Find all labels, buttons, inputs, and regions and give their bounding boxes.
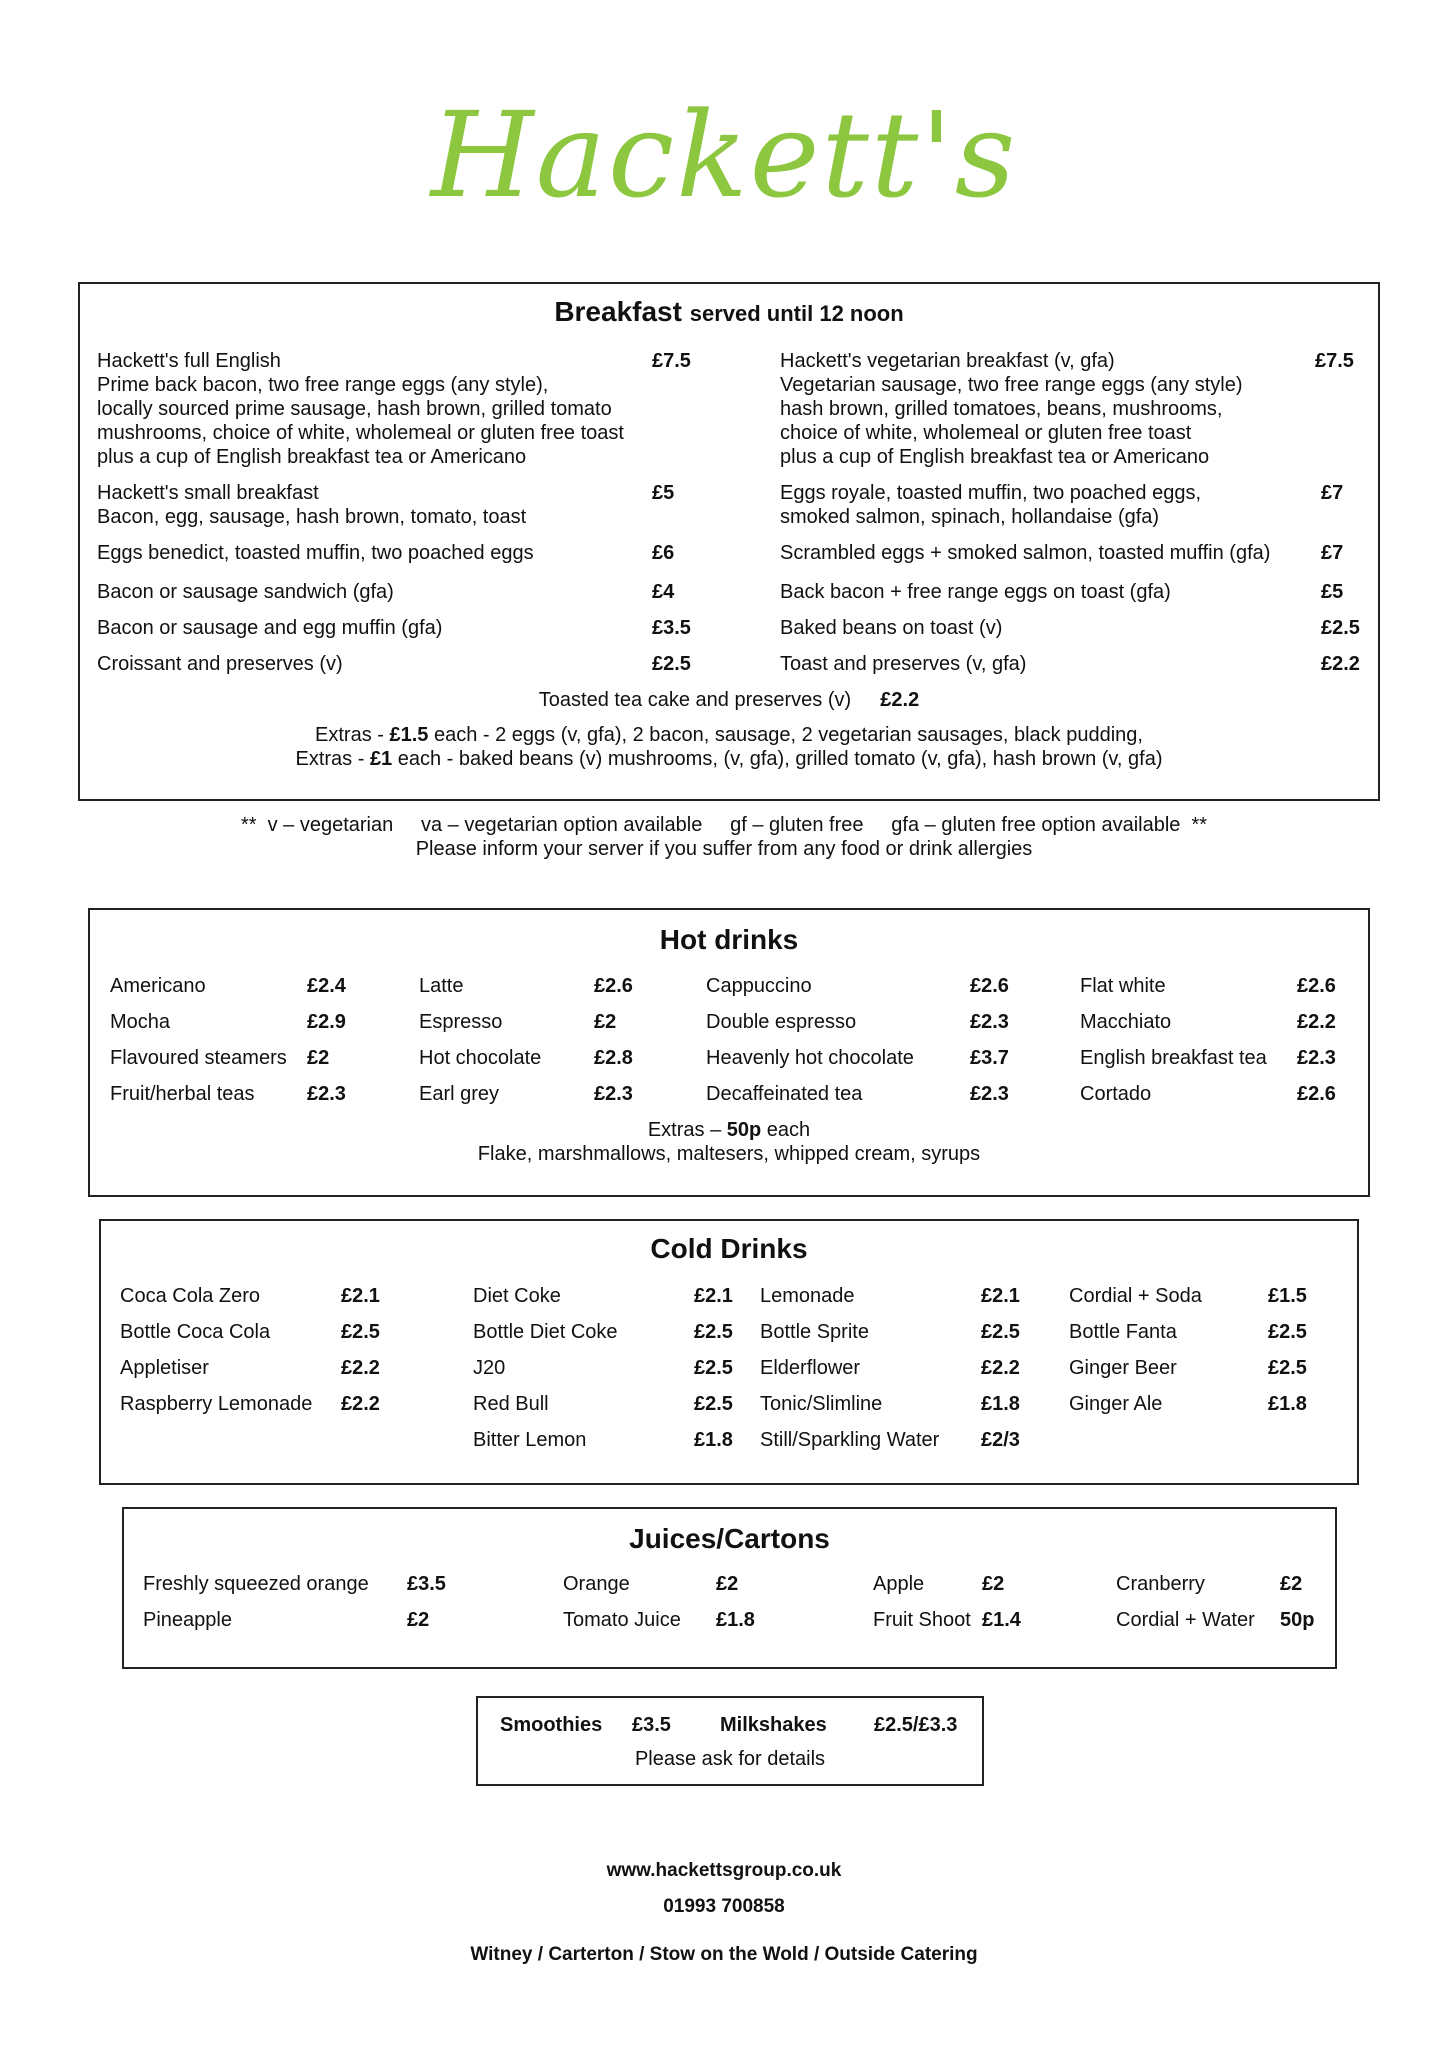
allergy-note: Please inform your server if you suffer from any food or drink allergies (415, 838, 1033, 860)
menu-item-description: Bacon, egg, sausage, hash brown, tomato, toast (97, 506, 527, 528)
drink-price: £2.3 (970, 1083, 1009, 1105)
drink-price: £2.4 (307, 975, 346, 997)
phone-number: 01993 700858 (663, 1896, 785, 1917)
drink-name: Flat white (1080, 975, 1166, 997)
drink-price: £2 (716, 1573, 739, 1595)
drink-name: Raspberry Lemonade (120, 1393, 313, 1415)
drink-price: £1.5 (1268, 1285, 1307, 1307)
drink-price: £2.2 (1297, 1011, 1336, 1033)
drink-name: Espresso (419, 1011, 503, 1033)
drink-price: £2/3 (981, 1429, 1020, 1451)
drink-price: £2.2 (981, 1357, 1020, 1379)
extras-text: each - baked beans (v) mushrooms, (v, gfa), grilled tomato (v, gfa), hash brown (v, gfa) (392, 748, 1163, 770)
drink-name: Decaffeinated tea (706, 1083, 863, 1105)
drink-price: £2.5 (981, 1321, 1020, 1343)
extras-price: 50p (726, 1119, 762, 1141)
drink-price: £1.4 (982, 1609, 1021, 1631)
menu-item-price: £2.5 (1321, 617, 1360, 639)
menu-item-price: £7.5 (652, 350, 691, 372)
menu-item-description: choice of white, wholemeal or gluten free toast (780, 422, 1192, 444)
drink-name: Red Bull (473, 1393, 549, 1415)
hot-drinks-title: Hot drinks (659, 924, 799, 955)
drink-name: Coca Cola Zero (120, 1285, 261, 1307)
breakfast-heading: Breakfast (554, 296, 682, 327)
milkshakes-price: £2.5/£3.3 (874, 1714, 958, 1736)
menu-item-description: smoked salmon, spinach, hollandaise (gfa) (780, 506, 1160, 528)
drink-name: Cappuccino (706, 975, 812, 997)
extras-label: Extras - (315, 724, 390, 746)
drink-price: £3.7 (970, 1047, 1009, 1069)
drink-price: £2 (1280, 1573, 1303, 1595)
drink-price: £2.1 (341, 1285, 380, 1307)
drink-name: Bottle Diet Coke (473, 1321, 618, 1343)
extras-text: each - 2 eggs (v, gfa), 2 bacon, sausage, 2 vegetarian sausages, black pudding, (428, 724, 1143, 746)
milkshakes-label: Milkshakes (720, 1714, 827, 1736)
menu-item-description: plus a cup of English breakfast tea or Americano (780, 446, 1210, 468)
drink-name: Fruit/herbal teas (110, 1083, 255, 1105)
menu-item-price: £2.5 (652, 653, 691, 675)
drink-name: Tonic/Slimline (760, 1393, 883, 1415)
dietary-key: ** v – vegetarian va – vegetarian option available gf – gluten free gfa – gluten free option available ** (240, 814, 1208, 836)
drink-name: Cortado (1080, 1083, 1152, 1105)
menu-item-name: Bacon or sausage sandwich (gfa) (97, 581, 394, 603)
drink-price: £2.3 (970, 1011, 1009, 1033)
drink-name: Still/Sparkling Water (760, 1429, 940, 1451)
drink-name: Pineapple (143, 1609, 232, 1631)
menu-item-price: £6 (652, 542, 675, 564)
drink-price: £2.5 (694, 1321, 733, 1343)
cold-drinks-section (99, 1219, 1359, 1485)
extras-price: £1.5 (389, 724, 429, 746)
drink-name: Flavoured steamers (110, 1047, 287, 1069)
drink-price: £1.8 (1268, 1393, 1307, 1415)
menu-item-name: Baked beans on toast (v) (780, 617, 1003, 639)
smoothies-label: Smoothies (500, 1714, 603, 1736)
drink-price: £2.6 (1297, 1083, 1336, 1105)
drink-price: £3.5 (407, 1573, 446, 1595)
drink-price: £2 (982, 1573, 1005, 1595)
extras-label: Extras - (295, 748, 370, 770)
website-link[interactable]: www.hackettsgroup.co.uk (606, 1860, 842, 1881)
smoothies-price: £3.5 (632, 1714, 671, 1736)
menu-item-name: Hackett's full English (97, 350, 281, 372)
menu-item-price: £2.2 (880, 689, 920, 711)
drink-name: Macchiato (1080, 1011, 1172, 1033)
extras-suffix: each (761, 1119, 811, 1141)
drink-price: £2.6 (594, 975, 633, 997)
menu-item-name: Hackett's vegetarian breakfast (v, gfa) (780, 350, 1115, 372)
drink-name: Cordial + Soda (1069, 1285, 1202, 1307)
drink-price: £2.6 (970, 975, 1009, 997)
menu-item-description: hash brown, grilled tomatoes, beans, mushrooms, (780, 398, 1223, 420)
juices-title: Juices/Cartons (629, 1523, 830, 1554)
drink-name: Elderflower (760, 1357, 861, 1379)
drink-name: Orange (563, 1573, 630, 1595)
drink-name: Cranberry (1116, 1573, 1205, 1595)
drink-price: £1.8 (694, 1429, 733, 1451)
drink-price: £2.3 (1297, 1047, 1336, 1069)
drink-price: £2 (594, 1011, 617, 1033)
drink-name: Lemonade (760, 1285, 855, 1307)
hacketts-logo: Hackett's (430, 86, 1018, 224)
drink-name: Bottle Fanta (1069, 1321, 1177, 1343)
drink-name: Freshly squeezed orange (143, 1573, 369, 1595)
drink-price: £2.5 (341, 1321, 380, 1343)
drink-name: Ginger Beer (1069, 1357, 1177, 1379)
menu-item-description: Vegetarian sausage, two free range eggs (any style) (780, 374, 1243, 396)
hot-drinks-section (88, 908, 1370, 1197)
drink-price: £2.1 (694, 1285, 733, 1307)
menu-item-name: Toast and preserves (v, gfa) (780, 653, 1027, 675)
drink-price: £2.8 (594, 1047, 633, 1069)
drink-price: £2.5 (694, 1357, 733, 1379)
menu-item-name: Bacon or sausage and egg muffin (gfa) (97, 617, 443, 639)
drink-price: £2.3 (307, 1083, 346, 1105)
menu-item-description: locally sourced prime sausage, hash brown, grilled tomato (97, 398, 612, 420)
drink-name: J20 (473, 1357, 506, 1379)
menu-item-name: Eggs royale, toasted muffin, two poached eggs, (780, 482, 1202, 504)
drink-price: £2.9 (307, 1011, 346, 1033)
drink-price: £2.5 (694, 1393, 733, 1415)
menu-item-description: mushrooms, choice of white, wholemeal or gluten free toast (97, 422, 624, 444)
menu-item-name: Eggs benedict, toasted muffin, two poached eggs (97, 542, 534, 564)
extras-label: Extras – (647, 1119, 727, 1141)
drink-name: Americano (110, 975, 206, 997)
hot-drinks-extras (90, 1118, 1368, 1142)
drink-name: Hot chocolate (419, 1047, 542, 1069)
menu-item-name: Hackett's small breakfast (97, 482, 319, 504)
drink-name: Fruit Shoot (873, 1609, 971, 1631)
drink-name: Ginger Ale (1069, 1393, 1163, 1415)
menu-item-price: £4 (652, 581, 675, 603)
drink-name: Appletiser (120, 1357, 209, 1379)
juices-section (122, 1507, 1337, 1669)
drink-price: £2.2 (341, 1357, 380, 1379)
menu-item-description: Prime back bacon, two free range eggs (any style), (97, 374, 549, 396)
drink-name: Bottle Coca Cola (120, 1321, 271, 1343)
drink-name: Bitter Lemon (473, 1429, 587, 1451)
drink-name: Heavenly hot chocolate (706, 1047, 914, 1069)
drink-name: Bottle Sprite (760, 1321, 869, 1343)
menu-item-name: Scrambled eggs + smoked salmon, toasted muffin (gfa) (780, 542, 1271, 564)
breakfast-section (78, 282, 1380, 801)
menu-item-price: £5 (1321, 581, 1344, 603)
drink-name: Diet Coke (473, 1285, 561, 1307)
drink-name: English breakfast tea (1080, 1047, 1267, 1069)
cold-drinks-title: Cold Drinks (650, 1233, 808, 1264)
drink-name: Cordial + Water (1116, 1609, 1255, 1631)
drink-price: £2.5 (1268, 1321, 1307, 1343)
menu-item-price: £7 (1321, 542, 1344, 564)
breakfast-extras-line (80, 747, 1378, 771)
drink-price: £2.1 (981, 1285, 1020, 1307)
menu-item-price: £5 (652, 482, 675, 504)
drink-price: £2.3 (594, 1083, 633, 1105)
breakfast-title (80, 296, 1378, 328)
menu-item-description: plus a cup of English breakfast tea or Americano (97, 446, 527, 468)
extras-price: £1 (369, 748, 393, 770)
menu-item-name: Croissant and preserves (v) (97, 653, 343, 675)
drink-price: £1.8 (981, 1393, 1020, 1415)
drink-price: £2.6 (1297, 975, 1336, 997)
teacake-line (80, 688, 1378, 712)
drink-name: Double espresso (706, 1011, 857, 1033)
drink-name: Apple (873, 1573, 925, 1595)
drink-name: Earl grey (419, 1083, 500, 1105)
smoothies-section (476, 1696, 984, 1786)
drink-price: £2.5 (1268, 1357, 1307, 1379)
menu-item-name: Toasted tea cake and preserves (v) (538, 689, 852, 711)
smoothies-note: Please ask for details (634, 1748, 826, 1770)
drink-price: £2 (407, 1609, 430, 1631)
breakfast-extras-line (80, 723, 1378, 747)
menu-item-name: Back bacon + free range eggs on toast (gfa) (780, 581, 1171, 603)
menu-item-price: £7.5 (1315, 350, 1354, 372)
menu-item-price: £7 (1321, 482, 1344, 504)
drink-price: £1.8 (716, 1609, 755, 1631)
drink-price: 50p (1280, 1609, 1315, 1631)
menu-item-price: £2.2 (1321, 653, 1360, 675)
hot-drinks-extras-list: Flake, marshmallows, maltesers, whipped cream, syrups (477, 1143, 981, 1165)
menu-item-price: £3.5 (652, 617, 691, 639)
drink-name: Latte (419, 975, 464, 997)
drink-name: Tomato Juice (563, 1609, 681, 1631)
drink-name: Mocha (110, 1011, 171, 1033)
breakfast-subheading: served until 12 noon (689, 301, 904, 326)
locations-list: Witney / Carterton / Stow on the Wold / Outside Catering (470, 1944, 978, 1965)
drink-price: £2 (307, 1047, 330, 1069)
drink-price: £2.2 (341, 1393, 380, 1415)
